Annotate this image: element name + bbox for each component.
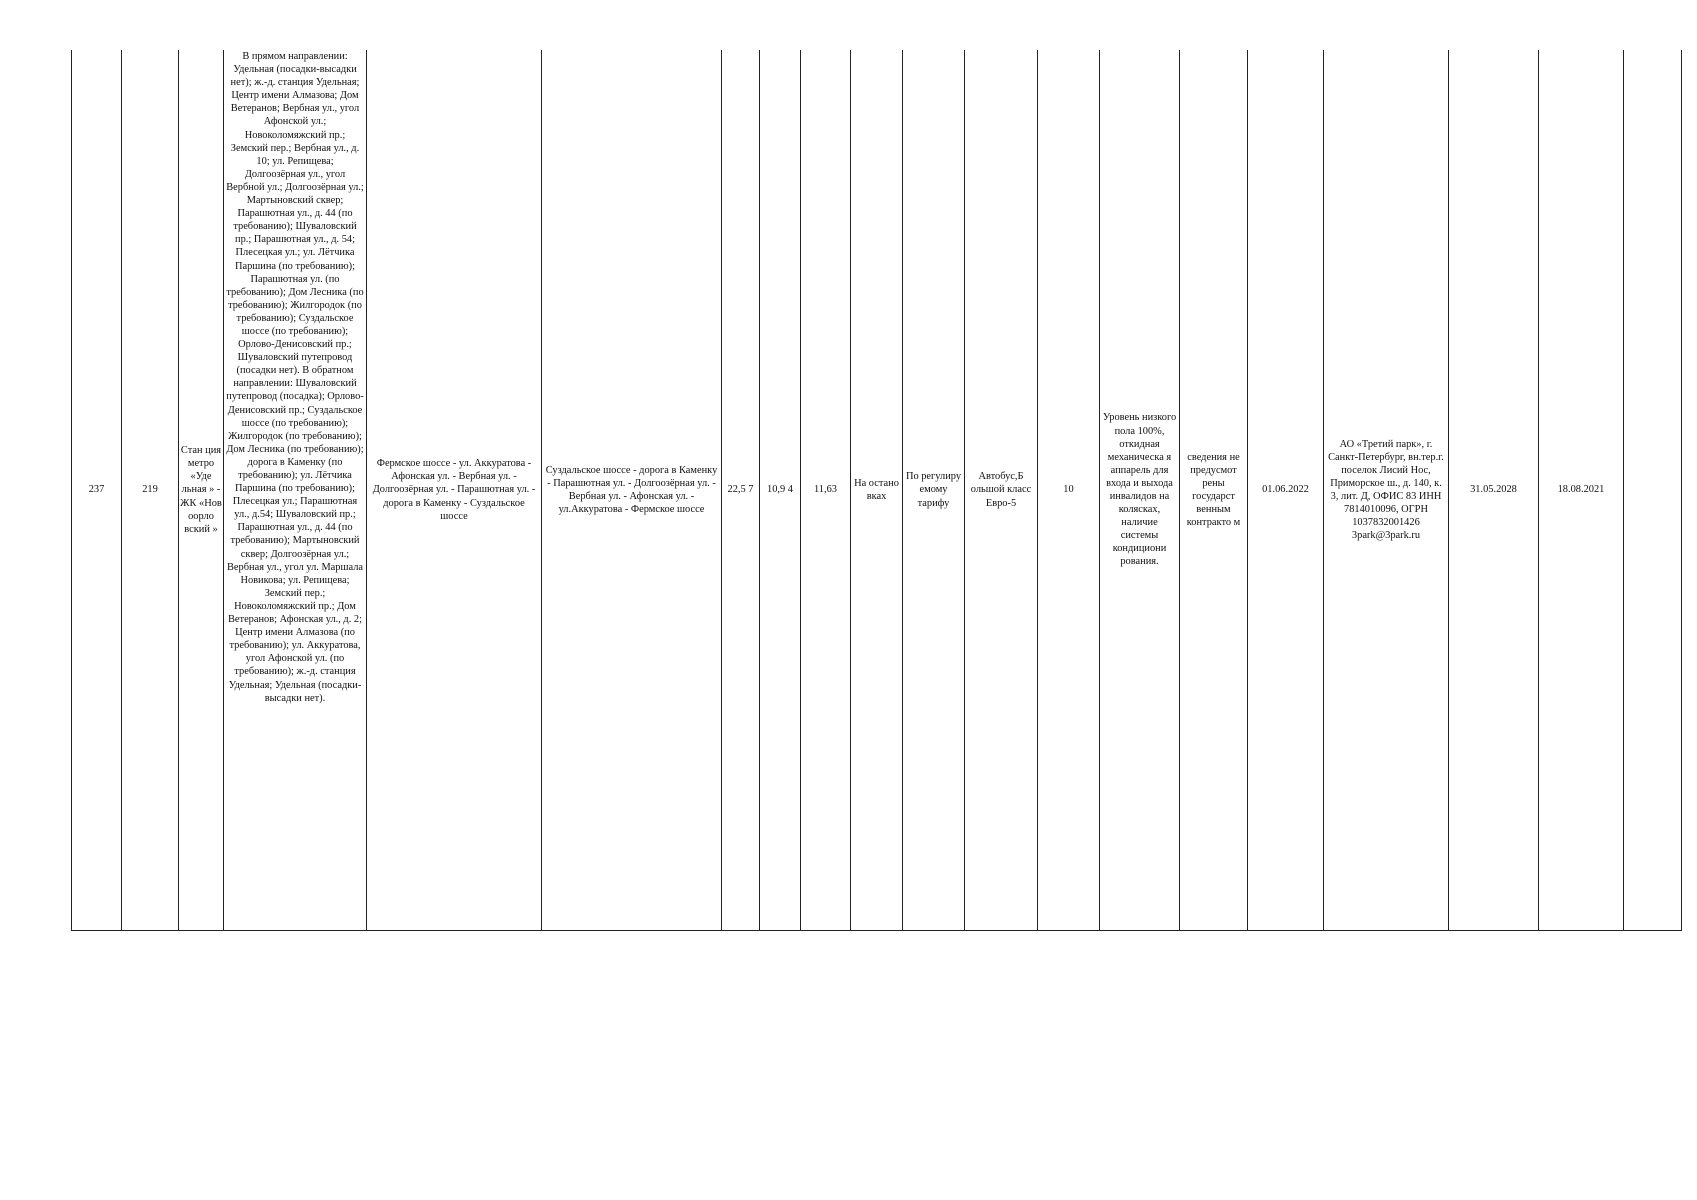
length-total-cell: 11,63 (801, 50, 851, 931)
notes-cell (1624, 50, 1682, 931)
streets-forward-cell: Фермское шоссе - ул. Аккуратова - Афонская ул. - Вербная ул. - Долгоозёрная ул. - Парашютная ул. - дорога в Каменку - Суздальское шоссе (367, 50, 542, 931)
record-number-cell: 237 (72, 50, 122, 931)
carrier-cell: АО «Третий парк», г. Санкт-Петербург, вн.тер.г. поселок Лисий Нос, Приморское ш., д. 140, к. 3, лит. Д, ОФИС 83 ИНН 7814010096, ОГРН 1037832001426 3park@3park.ru (1324, 50, 1449, 931)
route-registry-table (71, 50, 1682, 931)
tariff-cell: По регулиру емому тарифу (903, 50, 965, 931)
end-date-cell: 31.05.2028 (1449, 50, 1539, 931)
registration-date-cell: 18.08.2021 (1539, 50, 1624, 931)
start-date-cell: 01.06.2022 (1248, 50, 1324, 931)
vehicle-characteristics-cell: Уровень низкого пола 100%, откидная механическа я аппарель для входа и выхода инвалидов на колясках, наличие системы кондициони рования. (1100, 50, 1180, 931)
vehicle-class-cell: Автобус,Б ольшой класс Евро-5 (965, 50, 1038, 931)
stop-mode-cell: На остано вках (851, 50, 903, 931)
table-row (72, 50, 1682, 931)
streets-backward-cell: Суздальское шоссе - дорога в Каменку - Парашютная ул. - Долгоозёрная ул. - Вербная ул. - Афонская ул. - ул.Аккуратова - Фермское шоссе (542, 50, 722, 931)
route-name-cell: Стан ция метро «Уде льная » - ЖК «Нов оорло вский » (179, 50, 224, 931)
length-backward-cell: 10,9 4 (760, 50, 801, 931)
contract-info-cell: сведения не предусмот рены государст венным контракто м (1180, 50, 1248, 931)
length-forward-cell: 22,5 7 (722, 50, 760, 931)
vehicle-count-cell: 10 (1038, 50, 1100, 931)
stops-list-cell: В прямом направлении: Удельная (посадки-высадки нет); ж.-д. станция Удельная; Центр имени Алмазова; Дом Ветеранов; Вербная ул., угол Афонской ул.; Новоколомяжский пр.; Земский пер.; Вербная ул., д. 10; ул. Репищева; Долгоозёрная ул., угол Вербной ул.; Долгоозёрная ул.; Мартыновский сквер; Парашютная ул., д. 44 (по требованию); Шуваловский пр.; Парашютная ул., д. 54; Плесецкая ул.; ул. Лётчика Паршина (по требованию); Парашютная ул. (по требованию); Дом Лесника (по требованию); Жилгородок (по требованию); Суздальское шоссе (по требованию); Орлово-Денисовский пр.; Шуваловский путепровод (посадки нет). В обратном направлении: Шуваловский путепровод (посадка); Орлово-Денисовский пр.; Суздальское шоссе (по требованию); Жилгородок (по требованию); Дом Лесника (по требованию); дорога в Каменку (по требованию); ул. Лётчика Паршина (по требованию); Плесецкая ул.; Парашютная ул., д.54; Шуваловский пр.; Парашютная ул., д. 44 (по требованию); Мартыновский сквер; Долгоозёрная ул.; Вербная ул., угол ул. Маршала Новикова; ул. Репищева; Земский пер.; Новоколомяжский пр.; Дом Ветеранов; Афонская ул., д. 2; Центр имени Алмазова (по требованию); ул. Аккуратова, угол Афонской ул. (по требованию); ж.-д. станция Удельная; Удельная (посадки-высадки нет). (224, 50, 367, 931)
route-number-cell: 219 (122, 50, 179, 931)
